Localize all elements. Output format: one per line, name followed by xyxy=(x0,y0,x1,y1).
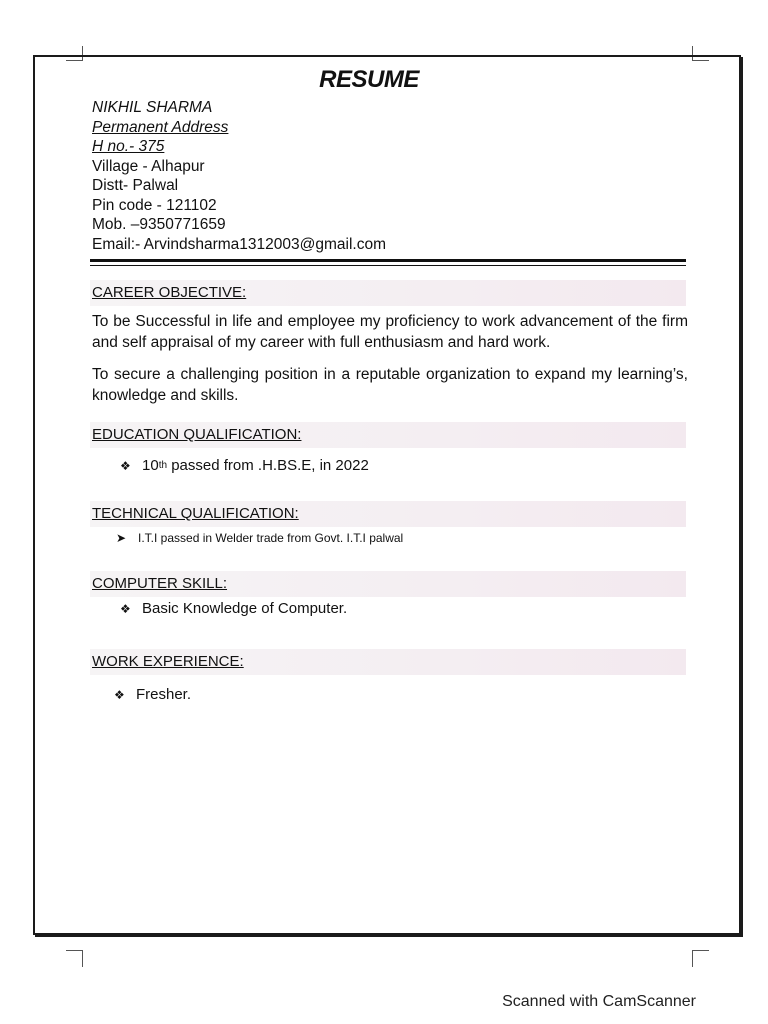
candidate-name: NIKHIL SHARMA xyxy=(92,99,213,116)
career-objective-paragraph-1: To be Successful in life and employee my proficiency to work advancement of the firm and self appraisal of my career with full enthusiasm and hard work. xyxy=(92,313,688,351)
education-item xyxy=(120,457,369,474)
address-label: Permanent Address xyxy=(92,118,229,136)
technical-bar xyxy=(90,501,686,527)
computer-skill-item xyxy=(120,600,347,617)
work-experience-text: Fresher. xyxy=(136,686,192,703)
pin-code: Pin code - 121102 xyxy=(92,196,217,214)
village: Village - Alhapur xyxy=(92,157,205,175)
diamond-bullet-icon: ❖ xyxy=(114,688,125,702)
career-objective-heading: CAREER OBJECTIVE: xyxy=(92,284,247,301)
technical-item xyxy=(116,529,403,546)
computer-skill-bar xyxy=(90,571,686,597)
education-bar xyxy=(90,422,686,448)
career-objective-paragraph-2: To secure a challenging position in a reputable organization to expand my learning’s, knowledge and skills. xyxy=(92,366,688,404)
district: Distt- Palwal xyxy=(92,177,179,194)
crop-mark-bottom-left xyxy=(66,950,83,967)
diamond-bullet-icon: ❖ xyxy=(120,602,131,616)
technical-text: I.T.I passed in Welder trade from Govt. I.T.I palwal xyxy=(138,531,404,545)
work-experience-heading: WORK EXPERIENCE: xyxy=(92,653,244,670)
scanner-watermark: Scanned with CamScanner xyxy=(502,993,696,1010)
education-middle: passed from xyxy=(167,457,258,474)
computer-skill-text: Basic Knowledge of Computer. xyxy=(142,600,348,617)
work-experience-item xyxy=(114,686,191,703)
mobile-number: Mob. –9350771659 xyxy=(92,216,226,233)
resume-title: RESUME xyxy=(319,66,419,93)
header-divider-thin xyxy=(90,265,686,266)
house-number: H no.- 375 xyxy=(92,138,165,155)
education-grade: 10 xyxy=(142,457,159,474)
technical-heading: TECHNICAL QUALIFICATION: xyxy=(92,505,299,522)
career-objective-bar xyxy=(90,280,686,306)
work-experience-bar xyxy=(90,649,686,675)
education-ordinal: th xyxy=(158,460,168,471)
email-address: Email:- Arvindsharma1312003@gmail.com xyxy=(92,235,387,253)
education-heading: EDUCATION QUALIFICATION: xyxy=(92,426,302,443)
crop-mark-bottom-right xyxy=(692,950,709,967)
arrow-bullet-icon: ➤ xyxy=(116,531,127,545)
education-board: .H.BS.E, in 2022 xyxy=(257,457,369,474)
computer-skill-heading: COMPUTER SKILL: xyxy=(92,575,228,592)
header-divider-thick xyxy=(90,259,686,262)
contact-block xyxy=(92,98,692,254)
diamond-bullet-icon: ❖ xyxy=(120,459,131,473)
